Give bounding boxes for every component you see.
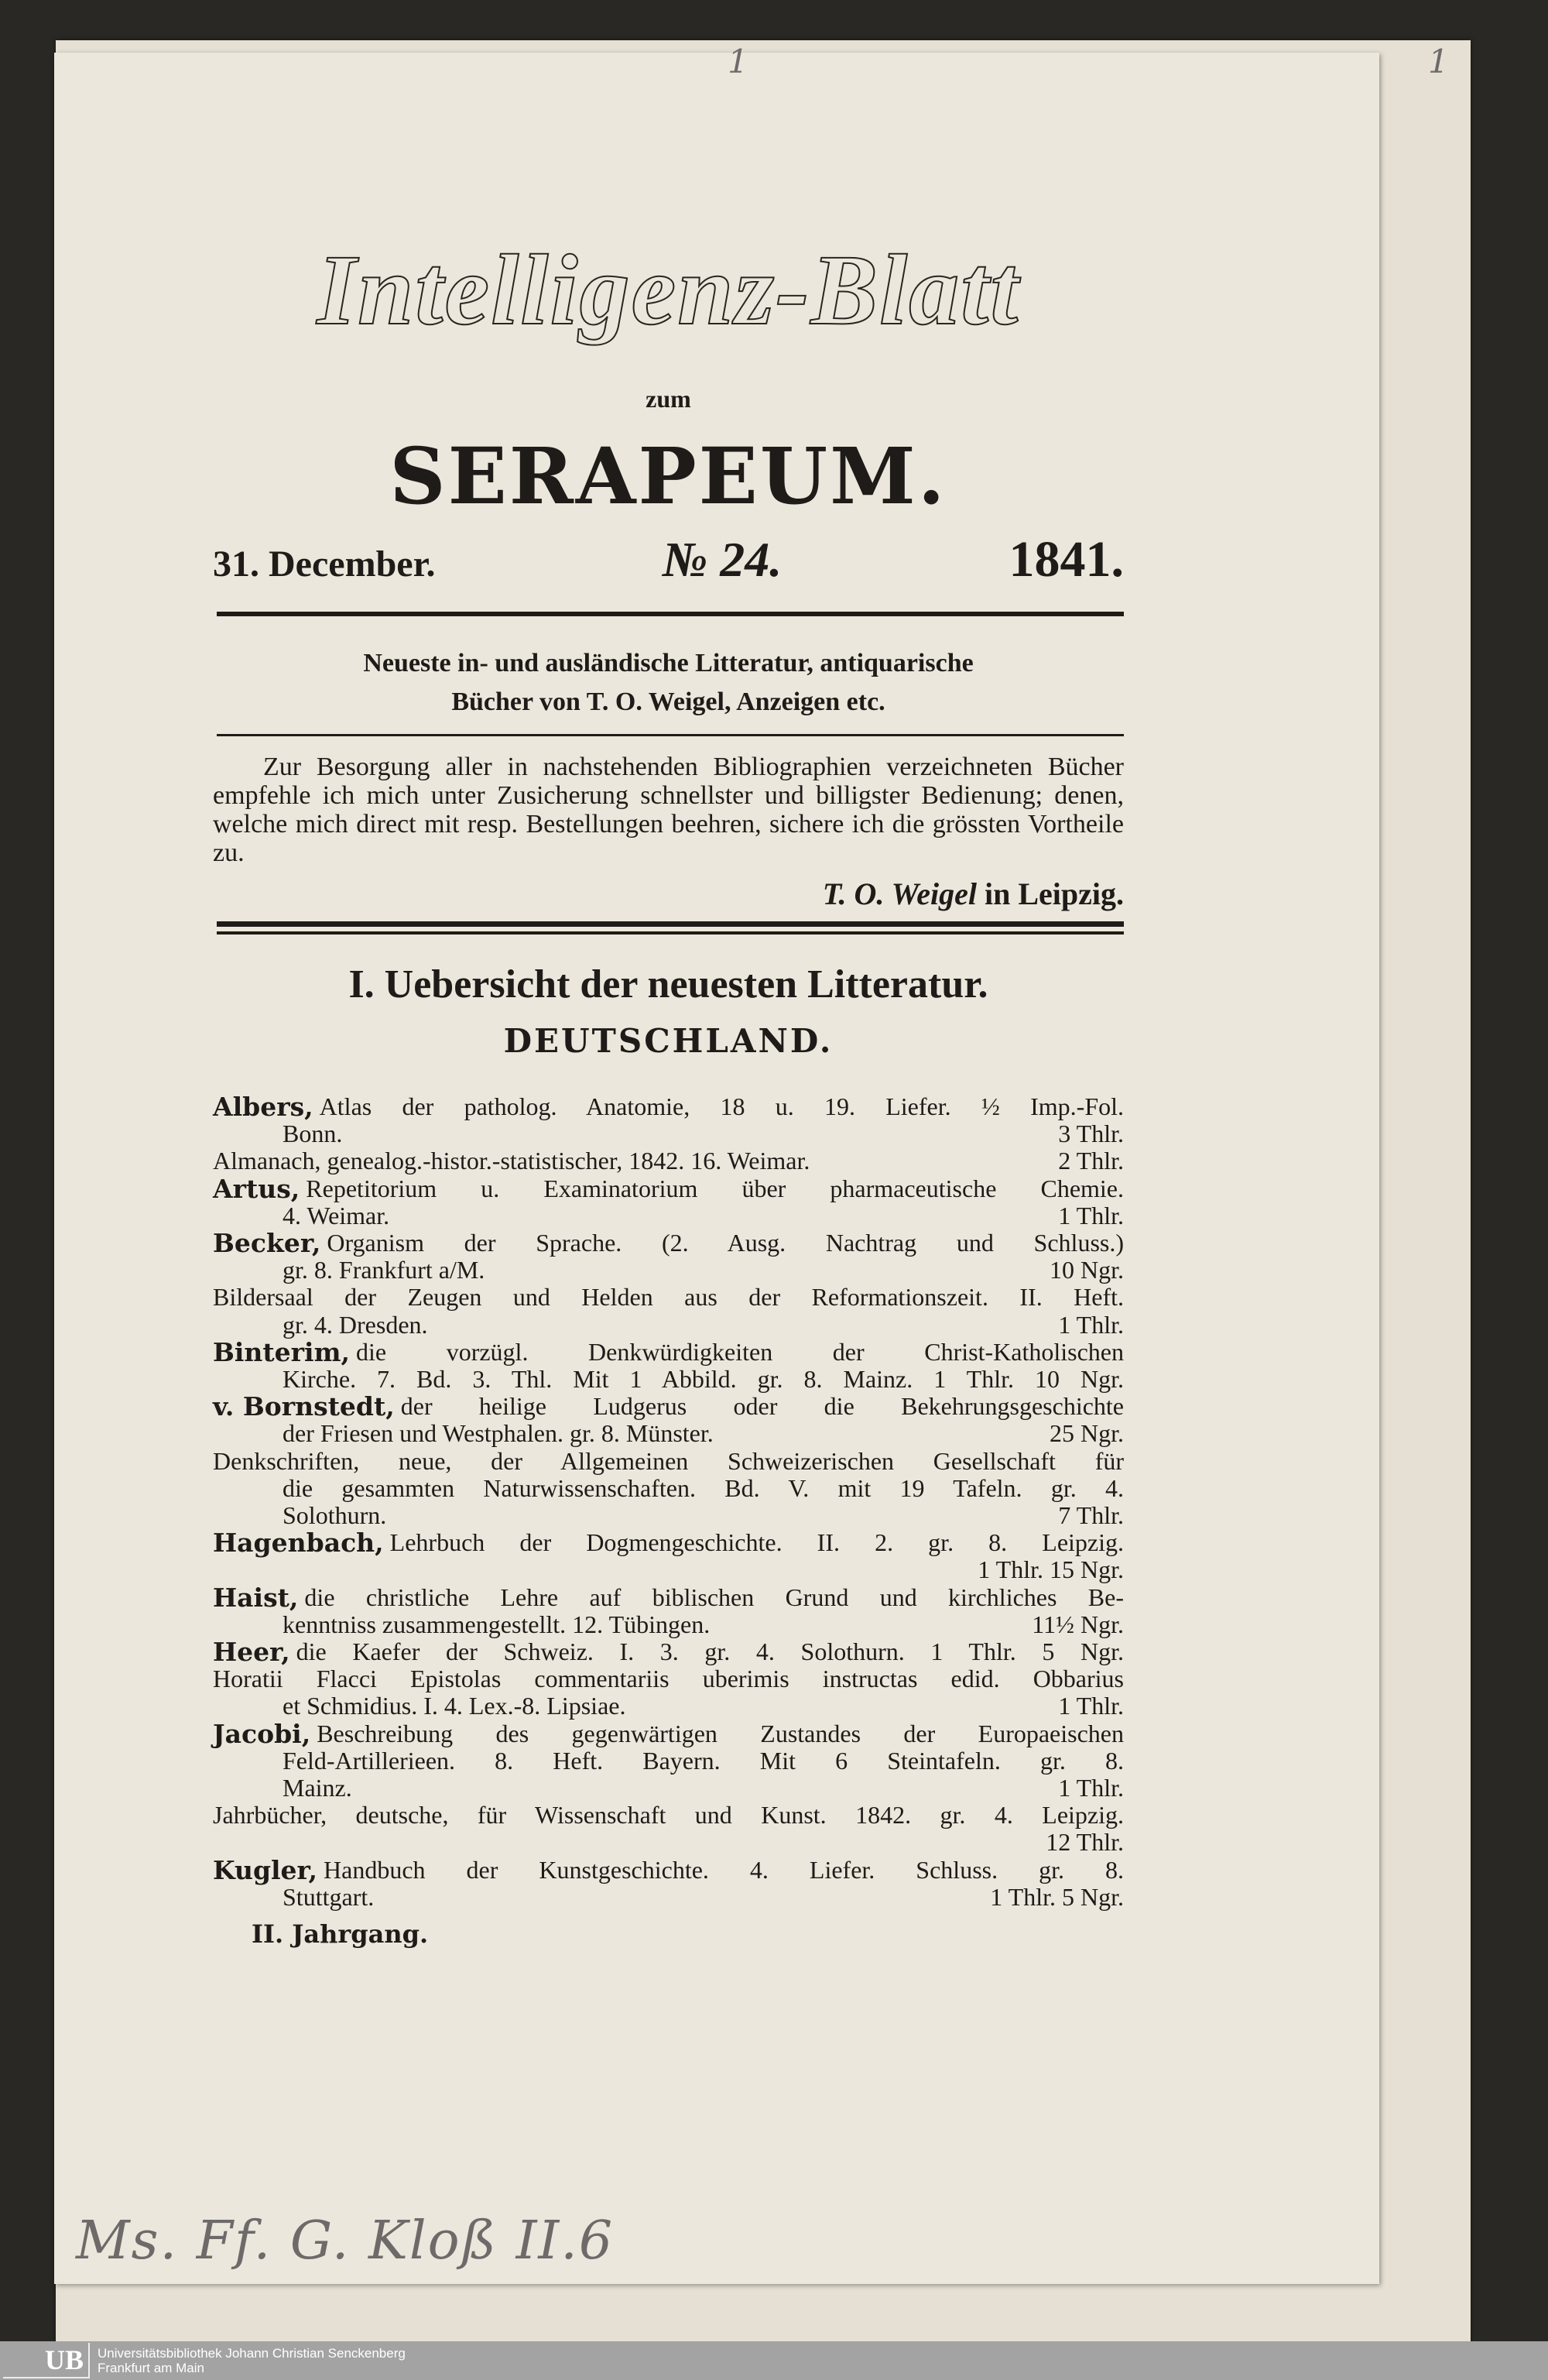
entry-price: 1 Thlr. <box>1058 1310 1124 1339</box>
entry-text: gr. 4. Dresden. <box>283 1310 428 1339</box>
bibliography-entry <box>213 1393 1124 1447</box>
entry-author: v. Bornstedt, <box>213 1391 395 1422</box>
bibliography-entry <box>213 1336 1124 1394</box>
entry-author: Binterim, <box>213 1336 350 1367</box>
bibliography-entry <box>213 1529 1124 1583</box>
masthead-title: Intelligenz-Blatt <box>317 235 1020 346</box>
entry-line <box>213 1284 1124 1311</box>
issue-dateline <box>213 530 1124 589</box>
entry-line <box>213 1720 1124 1747</box>
pencil-page-mark-right: 1 <box>1428 43 1449 81</box>
entry-author: Jacobi, <box>213 1718 311 1749</box>
entry-price: 7 Thlr. <box>1058 1501 1124 1530</box>
library-name-line-2: Frankfurt am Main <box>98 2361 204 2375</box>
bibliography-entry <box>213 1637 1124 1668</box>
entry-price: 3 Thlr. <box>1058 1120 1124 1148</box>
entry-price: 1 Thlr. 15 Ngr. <box>978 1555 1124 1584</box>
entry-price: 1 Thlr. 5 Ngr. <box>990 1882 1124 1911</box>
entry-author: Becker, <box>213 1228 321 1259</box>
subtitle <box>213 644 1124 722</box>
entry-text: Stuttgart. <box>283 1882 375 1911</box>
pencil-page-mark: 1 <box>728 43 748 81</box>
entry-text: Almanach, genealog.-histor.-statistischer, 1842. 16. Weimar. <box>213 1147 810 1175</box>
entry-text: Bildersaal der Zeugen und Helden aus der Reformationszeit. II. Heft. <box>213 1283 1124 1312</box>
entry-author: Hagenbach, <box>213 1528 384 1559</box>
entry-line <box>213 1393 1124 1420</box>
entry-line <box>213 1884 1124 1911</box>
entry-text: gr. 8. Frankfurt a/M. <box>283 1256 485 1284</box>
bibliography-entry <box>213 1175 1124 1229</box>
bibliography-entry <box>213 1093 1124 1147</box>
bibliography-entry <box>213 1448 1124 1530</box>
entry-line <box>213 1502 1124 1529</box>
entry-text: Mainz. <box>283 1774 352 1802</box>
bibliography-entry <box>213 1720 1124 1802</box>
entry-line <box>213 1637 1124 1668</box>
entry-text: Bonn. <box>283 1120 343 1148</box>
signature-name: T. O. Weigel <box>822 876 977 911</box>
entry-line <box>213 1312 1124 1339</box>
entry-line <box>213 1420 1124 1447</box>
entry-author: Haist, <box>213 1582 299 1613</box>
entry-author: Kugler, <box>213 1854 318 1885</box>
entry-price: 12 Thlr. <box>1046 1828 1124 1857</box>
entry-text: Denkschriften, neue, der Allgemeinen Schweizerischen Gesellschaft für <box>213 1446 1124 1475</box>
entry-text: Handbuch der Kunstgeschichte. 4. Liefer. Schluss. gr. 8. <box>324 1855 1124 1884</box>
entry-price: 1 Thlr. <box>1058 1692 1124 1720</box>
bibliography-entry <box>213 1854 1124 1911</box>
entry-price: 11½ Ngr. <box>1032 1610 1124 1638</box>
bibliography-entry <box>213 1665 1124 1720</box>
entry-line <box>213 1475 1124 1502</box>
country-heading: DEUTSCHLAND. <box>503 1022 834 1060</box>
bibliography-entry <box>213 1147 1124 1175</box>
library-footer <box>0 2341 1548 2380</box>
divider-rule-thin <box>217 734 1124 736</box>
entry-line <box>213 1229 1124 1257</box>
entry-text: Kirche. 7. Bd. 3. Thl. Mit 1 Abbild. gr. 8. Mainz. 1 Thlr. 10 Ngr. <box>283 1365 1124 1394</box>
entry-price: 1 Thlr. <box>1058 1201 1124 1229</box>
entry-line <box>213 1747 1124 1775</box>
bibliography-entry <box>213 1229 1124 1284</box>
entry-line <box>213 1093 1124 1120</box>
entry-line <box>213 1556 1124 1583</box>
entry-text: Feld-Artillerieen. 8. Heft. Bayern. Mit 6 Steintafeln. gr. 8. <box>283 1746 1124 1775</box>
library-name-line-1: Universitätsbibliothek Johann Christian Senckenberg <box>98 2346 406 2361</box>
entry-line <box>213 1120 1124 1147</box>
entry-author: Albers, <box>213 1092 313 1122</box>
entry-text: die vorzügl. Denkwürdigkeiten der Christ-Katholischen <box>356 1337 1124 1366</box>
entry-text: Horatii Flacci Epistolas commentariis uberimis instructas edid. Obbarius <box>213 1665 1124 1693</box>
issue-number: № 24. <box>662 532 783 587</box>
entry-line <box>213 1611 1124 1638</box>
bibliography-entry <box>213 1584 1124 1638</box>
library-name <box>98 2346 406 2375</box>
bibliography-list <box>213 1093 1124 1911</box>
entry-text: die gesammten Naturwissenschaften. Bd. V. mit 19 Tafeln. gr. 4. <box>283 1473 1124 1502</box>
ub-logo <box>3 2343 90 2378</box>
entry-text: 4. Weimar. <box>283 1201 390 1229</box>
masthead-zum: zum <box>646 385 691 413</box>
notice-text: Zur Besorgung aller in nachstehenden Bibliographien verzeichneten Bücher empfehle ich mich unter Zusicherung schnellster und billigster Bedienung; denen, welche mich direct mit resp. Bestellungen beehren, sichere ich die grössten Vortheile zu. <box>213 753 1124 867</box>
entry-text: kenntniss zusammengestellt. 12. Tübingen. <box>283 1610 711 1638</box>
entry-text: Organism der Sprache. (2. Ausg. Nachtrag und Schluss.) <box>327 1229 1124 1257</box>
entry-text: Beschreibung des gegenwärtigen Zustandes der Europaeischen <box>317 1719 1124 1747</box>
entry-text: Solothurn. <box>283 1501 387 1530</box>
entry-price: 25 Ngr. <box>1050 1419 1124 1448</box>
entry-line <box>213 1829 1124 1856</box>
entry-text: Jahrbücher, deutsche, für Wissenschaft und Kunst. 1842. gr. 4. Leipzig. <box>213 1801 1124 1830</box>
subtitle-line-1: Neueste in- und ausländische Litteratur, antiquarische <box>363 649 974 677</box>
entry-author: Heer, <box>213 1637 290 1668</box>
entry-line <box>213 1366 1124 1393</box>
journal-name: SERAPEUM. <box>389 430 947 522</box>
entry-line <box>213 1775 1124 1802</box>
entry-line <box>213 1584 1124 1611</box>
entry-line <box>213 1448 1124 1475</box>
entry-text: der Friesen und Westphalen. gr. 8. Münster. <box>283 1419 714 1448</box>
notice-signature <box>213 876 1143 912</box>
ub-logo-text: UB <box>44 2344 84 2375</box>
entry-line <box>213 1257 1124 1284</box>
entry-price: 10 Ngr. <box>1050 1256 1124 1284</box>
entry-line <box>213 1202 1124 1229</box>
notice-paragraph <box>213 753 1124 867</box>
entry-line <box>213 1802 1124 1829</box>
issue-date: 31. December. <box>213 544 436 585</box>
entry-line <box>213 1854 1124 1885</box>
entry-text: der heilige Ludgerus oder die Bekehrungsgeschichte <box>400 1392 1124 1421</box>
entry-line <box>213 1175 1124 1202</box>
entry-text: Repetitorium u. Examinatorium über pharmaceutische Chemie. <box>306 1174 1124 1202</box>
entry-line <box>213 1336 1124 1367</box>
issue-year: 1841. <box>1009 531 1124 588</box>
entry-author: Artus, <box>213 1173 300 1204</box>
entry-line <box>213 1528 1124 1559</box>
divider-rule <box>217 612 1124 616</box>
entry-line <box>213 1692 1124 1720</box>
entry-text: Atlas der patholog. Anatomie, 18 u. 19. Liefer. ½ Imp.-Fol. <box>319 1092 1124 1120</box>
entry-text: die christliche Lehre auf biblischen Grund und kirchliches Be- <box>304 1583 1124 1611</box>
entry-price: 1 Thlr. <box>1058 1774 1124 1802</box>
entry-text: et Schmidius. I. 4. Lex.-8. Lipsiae. <box>283 1692 626 1720</box>
signature-place: in Leipzig. <box>984 876 1124 911</box>
entry-price: 2 Thlr. <box>1058 1147 1124 1175</box>
section-heading: I. Uebersicht der neuesten Litteratur. <box>348 962 988 1007</box>
entry-line <box>213 1147 1124 1175</box>
volume-note: II. Jahrgang. <box>252 1919 429 1949</box>
handwritten-shelfmark: Ms. Ff. G. Kloß II.6 <box>76 2210 615 2272</box>
bibliography-entry <box>213 1802 1124 1856</box>
double-rule-bottom <box>217 931 1124 935</box>
subtitle-line-2: Bücher von T. O. Weigel, Anzeigen etc. <box>451 688 885 716</box>
double-rule-top <box>217 921 1124 927</box>
entry-text: die Kaefer der Schweiz. I. 3. gr. 4. Solothurn. 1 Thlr. 5 Ngr. <box>296 1638 1124 1666</box>
bibliography-entry <box>213 1284 1124 1338</box>
entry-text: Lehrbuch der Dogmengeschichte. II. 2. gr. 8. Leipzig. <box>389 1528 1124 1557</box>
entry-line <box>213 1665 1124 1692</box>
